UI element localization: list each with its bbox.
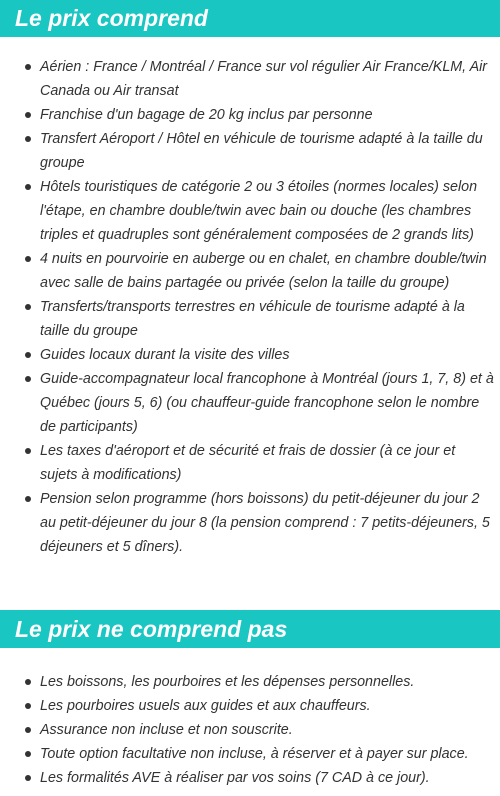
bullet-icon: [25, 256, 31, 262]
bullet-icon: [25, 136, 31, 142]
list-item: [0, 103, 500, 127]
list-item-text: Les boissons, les pourboires et les dépenses personnelles.: [40, 674, 415, 690]
list-item-text: Les taxes d'aéroport et de sécurité et frais de dossier (à ce jour et sujets à modifications): [40, 443, 456, 483]
list-item-text: Toute option facultative non incluse, à réserver et à payer sur place.: [40, 746, 469, 762]
bullet-icon: [25, 352, 31, 358]
list-item-text: Les formalités AVE à réaliser par vos soins (7 CAD à ce jour).: [40, 770, 430, 786]
list-item-text: 4 nuits en pourvoirie en auberge ou en chalet, en chambre double/twin avec salle de bains partagée ou privée (selon la taille du groupe): [40, 251, 487, 291]
list-item-text: Guide-accompagnateur local francophone à Montréal (jours 1, 7, 8) et à Québec (jours 5, 6) (ou chauffeur-guide francophone selon le nombre de participants): [40, 371, 494, 435]
list-item: [0, 127, 500, 175]
bullet-icon: [25, 496, 31, 502]
bullet-icon: [25, 184, 31, 190]
bullet-icon: [25, 751, 31, 757]
list-item: [0, 766, 500, 790]
list-item: [0, 487, 500, 559]
excluded-section: [0, 610, 500, 790]
list-item: [0, 718, 500, 742]
list-item-text: Transfert Aéroport / Hôtel en véhicule de tourisme adapté à la taille du groupe: [40, 131, 483, 171]
list-item: [0, 175, 500, 247]
list-item-text: Franchise d'un bagage de 20 kg inclus par personne: [40, 107, 373, 123]
list-item: [0, 295, 500, 343]
bullet-icon: [25, 448, 31, 454]
included-title: Le prix comprend: [0, 0, 500, 37]
list-item: [0, 694, 500, 718]
bullet-icon: [25, 64, 31, 70]
bullet-icon: [25, 679, 31, 685]
list-item: [0, 439, 500, 487]
list-item: [0, 742, 500, 766]
list-item: [0, 55, 500, 103]
excluded-list: [0, 648, 500, 790]
bullet-icon: [25, 376, 31, 382]
list-item-text: Transferts/transports terrestres en véhicule de tourisme adapté à la taille du groupe: [40, 299, 465, 339]
bullet-icon: [25, 112, 31, 118]
list-item-text: Pension selon programme (hors boissons) du petit-déjeuner du jour 2 au petit-déjeuner du jour 8 (la pension comprend : 7 petits-déjeuners, 5 déjeuners et 5 dîners).: [40, 491, 490, 555]
list-item: [0, 343, 500, 367]
list-item-text: Assurance non incluse et non souscrite.: [40, 722, 293, 738]
excluded-title: Le prix ne comprend pas: [0, 610, 500, 648]
list-item-text: Les pourboires usuels aux guides et aux chauffeurs.: [40, 698, 371, 714]
list-item: [0, 247, 500, 295]
bullet-icon: [25, 304, 31, 310]
bullet-icon: [25, 775, 31, 781]
bullet-icon: [25, 727, 31, 733]
included-list: [0, 37, 500, 559]
list-item: [0, 670, 500, 694]
bullet-icon: [25, 703, 31, 709]
list-item-text: Hôtels touristiques de catégorie 2 ou 3 étoiles (normes locales) selon l'étape, en chambre double/twin avec bain ou douche (les chambres triples et quadruples sont généralement composées de 2 grands lits): [40, 179, 478, 243]
list-item: [0, 367, 500, 439]
list-item-text: Aérien : France / Montréal / France sur vol régulier Air France/KLM, Air Canada ou Air transat: [40, 59, 488, 99]
list-item-text: Guides locaux durant la visite des villes: [40, 347, 290, 363]
